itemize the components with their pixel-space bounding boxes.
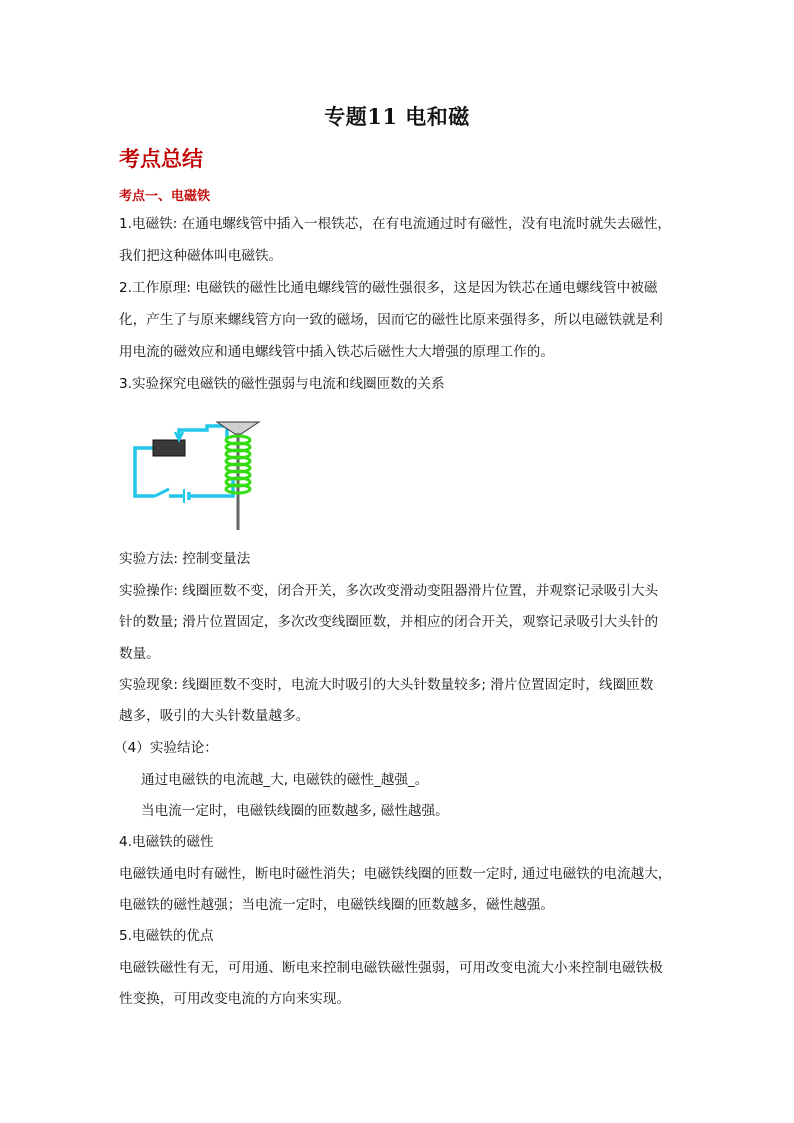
- paragraph-line: 我们把这种磁体叫电磁铁。: [119, 248, 283, 264]
- paragraph-line: 当电流一定时，电磁铁线圈的匝数越多, 磁性越强。: [141, 803, 449, 819]
- paragraph-line: 1.电磁铁: 在通电螺线管中插入一根铁芯，在有电流通过时有磁性，没有电流时就失去磁性，: [119, 216, 672, 232]
- paragraph-line: 实验操作: 线圈匝数不变，闭合开关，多次改变滑动变阻器滑片位置，并观察记录吸引大头: [119, 583, 659, 599]
- paragraph-line: 通过电磁铁的电流越_大, 电磁铁的磁性_越强_。: [141, 772, 429, 788]
- paragraph-line: 针的数量; 滑片位置固定，多次改变线圈匝数，并相应的闭合开关，观察记录吸引大头针的: [119, 614, 659, 630]
- paragraph-line: 5.电磁铁的优点: [119, 928, 214, 944]
- paragraph-line: 实验方法: 控制变量法: [119, 551, 251, 567]
- paragraph-line: 实验现象: 线圈匝数不变时，电流大时吸引的大头针数量较多; 滑片位置固定时，线圈匝数: [119, 677, 654, 693]
- paragraph-line: 3.实验探究电磁铁的磁性强弱与电流和线圈匝数的关系: [119, 376, 445, 392]
- paragraph-line: 电磁铁的磁性越强；当电流一定时，电磁铁线圈的匝数越多，磁性越强。: [119, 897, 554, 913]
- electromagnet-circuit-diagram: [125, 418, 265, 533]
- sub-heading: 考点一、电磁铁: [119, 189, 211, 204]
- paragraph-line: 4.电磁铁的磁性: [119, 834, 214, 850]
- circuit-wire: [135, 448, 155, 496]
- paragraph-line: 电磁铁通电时有磁性，断电时磁性消失；电磁铁线圈的匝数一定时, 通过电磁铁的电流越大，: [119, 866, 672, 882]
- paragraph-line: 2.工作原理: 电磁铁的磁性比通电螺线管的磁性强很多，这是因为铁芯在通电螺线管中被磁: [119, 280, 658, 296]
- paragraph-line: （4）实验结论：: [114, 740, 218, 756]
- rheostat-slider-wire: [179, 426, 227, 440]
- paragraph-line: 性变换，可用改变电流的方向来实现。: [119, 991, 351, 1007]
- nail-head: [217, 422, 259, 434]
- switch-blade: [155, 489, 169, 496]
- rheostat: [153, 440, 185, 456]
- paragraph-line: 用电流的磁效应和通电螺线管中插入铁芯后磁性大大增强的原理工作的。: [119, 344, 554, 360]
- section-heading: 考点总结: [119, 146, 203, 171]
- paragraph-line: 化，产生了与原来螺线管方向一致的磁场，因而它的磁性比原来强得多，所以电磁铁就是利: [119, 312, 663, 328]
- coil-winding: [226, 436, 250, 493]
- page-title: 专题11 电和磁: [324, 104, 470, 129]
- paragraph-line: 数量。: [119, 646, 160, 662]
- paragraph-line: 越多，吸引的大头针数量越多。: [119, 708, 310, 724]
- paragraph-line: 电磁铁磁性有无，可用通、断电来控制电磁铁磁性强弱，可用改变电流大小来控制电磁铁极: [119, 960, 663, 976]
